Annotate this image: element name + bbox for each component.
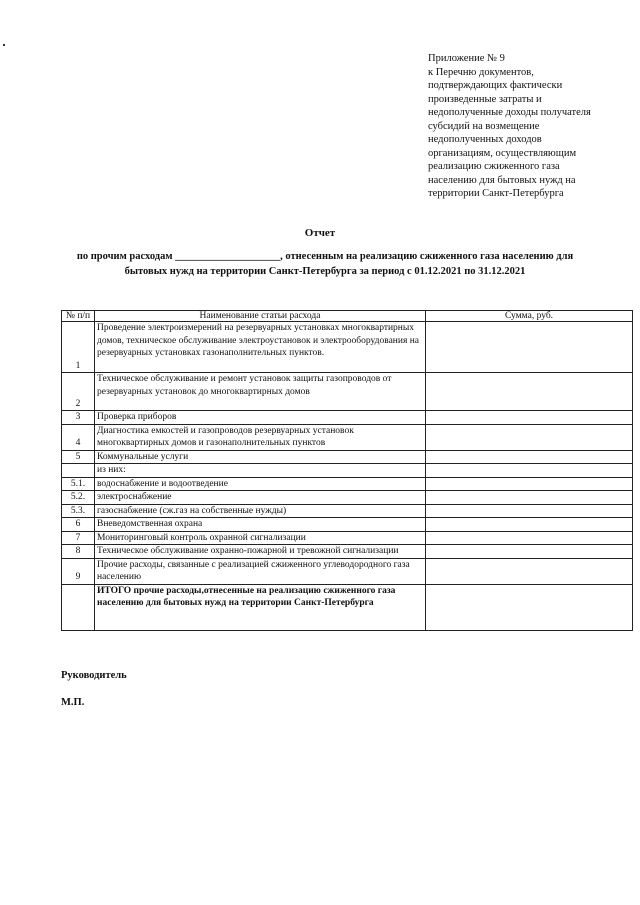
scan-speck [3, 44, 5, 46]
appendix-line: к Перечню документов, [428, 66, 534, 78]
row-sum [426, 450, 633, 464]
total-name: ИТОГО прочие расходы,отнесенные на реализацию сжиженного газа населению для бытовых нужд на территории Санкт-Петербурга [95, 584, 426, 630]
row-number: 3 [62, 411, 95, 425]
row-name: Диагностика емкостей и газопроводов резервуарных установок многоквартирных домов и газонаполнительных пунктов [95, 424, 426, 450]
row-name: Техническое обслуживание охранно-пожарной и тревожной сигнализации [95, 545, 426, 559]
row-sum [426, 531, 633, 545]
table-row [62, 518, 633, 532]
appendix-line: недополученные доходы получателя [428, 107, 591, 118]
table-row [62, 322, 633, 373]
table-row [62, 373, 633, 411]
row-number: 4 [62, 424, 95, 450]
table-row [62, 531, 633, 545]
row-name: Проверка приборов [95, 411, 426, 425]
row-sum [426, 545, 633, 559]
row-sum [426, 491, 633, 505]
appendix-line: произведенные затраты и [428, 93, 542, 105]
subtitle-line-1: по прочим расходам ____________________, отнесенным на реализацию сжиженного газа населению для [76, 251, 574, 262]
table-row [62, 558, 633, 584]
row-name: из них: [95, 464, 426, 478]
report-title: Отчет [304, 227, 336, 239]
header-name: Наименование статьи расхода [95, 311, 426, 322]
row-name: газоснабжение (сж.газ на собственные нужды) [95, 504, 426, 518]
row-sum [426, 424, 633, 450]
row-sum [426, 411, 633, 425]
row-name: Прочие расходы, связанные с реализацией сжиженного углеводородного газа населению [95, 558, 426, 584]
row-name: электроснабжение [95, 491, 426, 505]
row-sum [426, 322, 633, 373]
row-sum [426, 373, 633, 411]
expense-table [61, 310, 633, 631]
table-row [62, 545, 633, 559]
header-number: № п/п [62, 311, 95, 322]
appendix-line: Приложение № 9 [428, 53, 505, 64]
total-sum [426, 584, 633, 630]
appendix-line: организациям, осуществляющим [428, 147, 577, 159]
row-number: 5.1. [62, 477, 95, 491]
appendix-note [428, 52, 628, 201]
table-row [62, 411, 633, 425]
appendix-line: реализацию сжиженного газа [428, 161, 560, 172]
report-subtitle [40, 249, 610, 279]
row-number: 9 [62, 558, 95, 584]
row-sum [426, 504, 633, 518]
row-number: 5 [62, 450, 95, 464]
table-row [62, 424, 633, 450]
table-row [62, 450, 633, 464]
row-number: 5.2. [62, 491, 95, 505]
appendix-line: подтверждающих фактически [428, 80, 563, 91]
row-number: 5.3. [62, 504, 95, 518]
appendix-line: населению для бытовых нужд на [428, 174, 576, 186]
table-header-row [62, 311, 633, 322]
row-sum [426, 464, 633, 478]
row-sum [426, 558, 633, 584]
total-number [62, 584, 95, 630]
row-name: Коммунальные услуги [95, 450, 426, 464]
row-number [62, 464, 95, 478]
stamp-label: М.П. [61, 697, 85, 708]
row-name: Вневедомственная охрана [95, 518, 426, 532]
subtitle-line-2: бытовых нужд на территории Санкт-Петербурга за период с 01.12.2021 по 31.12.2021 [124, 266, 526, 277]
row-name: Техническое обслуживание и ремонт установок защиты газопроводов от резервуарных установок до многоквартирных домов [95, 373, 426, 411]
table-row [62, 464, 633, 478]
row-sum [426, 477, 633, 491]
appendix-line: недополученных доходов [428, 134, 542, 145]
appendix-line: субсидий на возмещение [428, 120, 540, 132]
row-number: 2 [62, 373, 95, 411]
row-number: 7 [62, 531, 95, 545]
row-sum [426, 518, 633, 532]
total-row [62, 584, 633, 630]
row-number: 8 [62, 545, 95, 559]
header-sum: Сумма, руб. [426, 311, 633, 322]
table-row [62, 477, 633, 491]
row-name: водоснабжение и водоотведение [95, 477, 426, 491]
row-name: Мониторинговый контроль охранной сигнализации [95, 531, 426, 545]
table-row [62, 491, 633, 505]
row-number: 6 [62, 518, 95, 532]
row-name: Проведение электроизмерений на резервуарных установках многоквартирных домов, техническое обслуживание электроустановок и электрооборудования на резервуарных установках газонаполнительных пунктов. [95, 322, 426, 373]
row-number: 1 [62, 322, 95, 373]
head-signature-label: Руководитель [61, 670, 127, 681]
table-row [62, 504, 633, 518]
appendix-line: территории Санкт-Петербурга [428, 188, 564, 199]
